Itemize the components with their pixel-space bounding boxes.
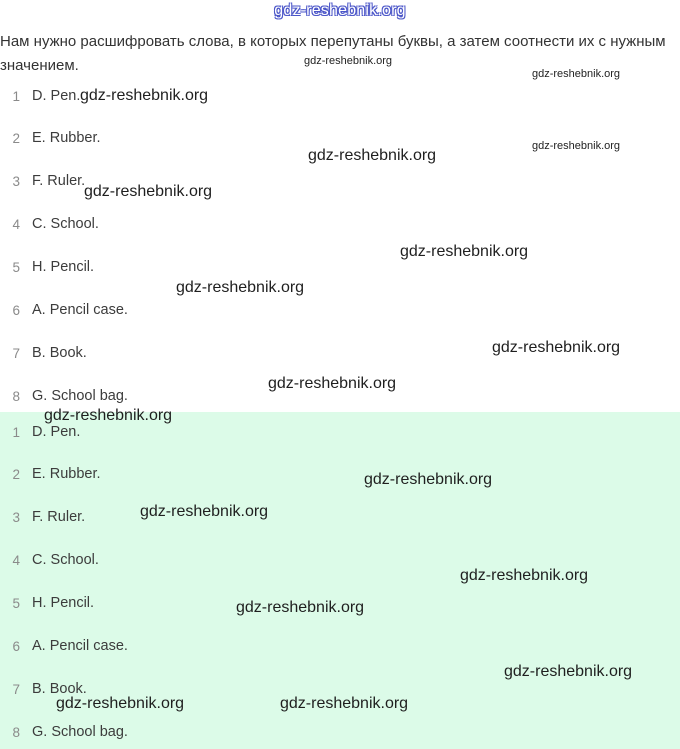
watermark: gdz-reshebnik.org: [304, 55, 393, 67]
watermark: gdz-reshebnik.org: [80, 87, 209, 104]
watermark: gdz-reshebnik.org: [460, 567, 589, 584]
item-text: B. Book.: [32, 681, 87, 697]
list-item: [0, 342, 87, 364]
item-text: F. Ruler.: [32, 509, 86, 525]
item-text: D. Pen.: [32, 424, 81, 440]
item-number: 1: [12, 424, 20, 440]
item-number: 1: [12, 88, 20, 104]
watermark: gdz-reshebnik.org: [236, 599, 365, 616]
item-text: A. Pencil case.: [32, 302, 128, 318]
list-item: [0, 592, 94, 614]
list-item: [0, 549, 99, 571]
item-number: 7: [12, 345, 20, 361]
item-text: G. School bag.: [32, 388, 128, 404]
item-number: 2: [12, 466, 20, 482]
item-text: F. Ruler.: [32, 173, 86, 189]
item-text: D. Pen.: [32, 88, 81, 104]
list-item: [0, 256, 94, 278]
watermark: gdz-reshebnik.org: [364, 471, 493, 488]
watermark: gdz-reshebnik.org: [308, 147, 437, 164]
list-item: [0, 85, 80, 107]
item-number: 4: [12, 552, 20, 568]
watermark: gdz-reshebnik.org: [492, 339, 621, 356]
list-item: [0, 299, 128, 321]
watermark: gdz-reshebnik.org: [176, 279, 305, 296]
item-text: G. School bag.: [32, 724, 128, 740]
item-number: 7: [12, 681, 20, 697]
watermark: gdz-reshebnik.org: [532, 140, 621, 152]
watermark: gdz-reshebnik.org: [400, 243, 529, 260]
watermark: gdz-reshebnik.org: [84, 183, 213, 200]
list-item: [0, 170, 85, 192]
list-item: [0, 213, 99, 235]
watermark: gdz-reshebnik.org: [532, 68, 621, 80]
task-intro: Нам нужно расшифровать слова, в которых перепутаны буквы, а затем соотнести их с нужным значением.: [0, 33, 666, 74]
item-text: B. Book.: [32, 345, 87, 361]
list-item: [0, 506, 85, 528]
list-item: [0, 635, 128, 657]
watermark: gdz-reshebnik.org: [44, 407, 173, 424]
item-text: H. Pencil.: [32, 595, 95, 611]
watermark: gdz-reshebnik.org: [280, 695, 409, 712]
list-item: [0, 127, 101, 149]
word-list-section: [0, 80, 680, 412]
header-watermark: gdz-reshebnik.org: [274, 2, 406, 19]
item-number: 5: [12, 259, 20, 275]
item-number: 3: [12, 173, 20, 189]
watermark: gdz-reshebnik.org: [268, 375, 397, 392]
item-number: 8: [12, 724, 20, 740]
item-number: 5: [12, 595, 20, 611]
item-number: 6: [12, 638, 20, 654]
list-item: [0, 721, 128, 743]
item-text: E. Rubber.: [32, 130, 101, 146]
item-text: E. Rubber.: [32, 466, 101, 482]
item-number: 6: [12, 302, 20, 318]
item-number: 4: [12, 216, 20, 232]
watermark: gdz-reshebnik.org: [140, 503, 269, 520]
list-item: [0, 385, 128, 407]
item-number: 3: [12, 509, 20, 525]
item-number: 2: [12, 130, 20, 146]
item-text: H. Pencil.: [32, 259, 95, 275]
watermark: gdz-reshebnik.org: [504, 663, 633, 680]
item-text: A. Pencil case.: [32, 638, 128, 654]
list-item: [0, 463, 101, 485]
item-text: C. School.: [32, 216, 99, 232]
item-text: C. School.: [32, 552, 99, 568]
watermark: gdz-reshebnik.org: [56, 695, 185, 712]
item-number: 8: [12, 388, 20, 404]
